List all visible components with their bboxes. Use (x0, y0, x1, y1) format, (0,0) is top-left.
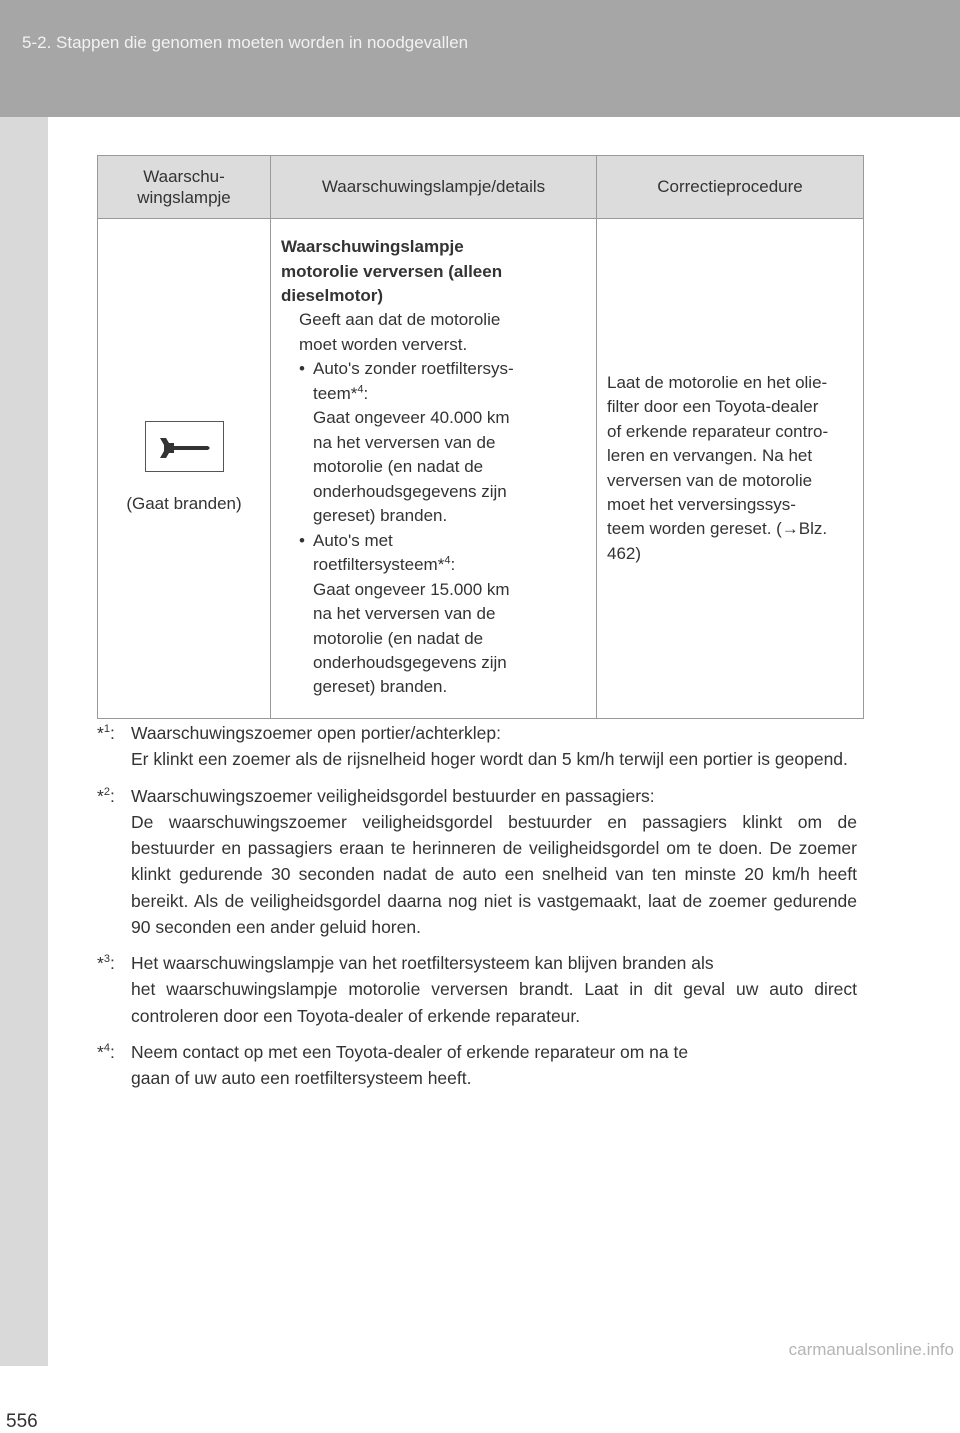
column-header-correction: Correctieprocedure (597, 156, 864, 219)
bullet-marker: • (299, 359, 305, 379)
footnote-body: gaan of uw auto een roetfiltersysteem heeft. (131, 1068, 472, 1088)
correction-line: leren en vervangen. Na het (607, 446, 813, 466)
bullet-text: teem* (313, 383, 358, 403)
column-header-lamp (98, 156, 271, 219)
bullet-with-filter (281, 529, 586, 700)
correction-line: Laat de motorolie en het olie- (607, 372, 828, 392)
footnote-marker: *$^1$: (97, 723, 115, 743)
footnote-heading: Neem contact op met een Toyota-dealer of erkende reparateur om na te (131, 1041, 689, 1062)
bullet-without-filter (281, 357, 586, 528)
footnote-body: De waarschuwingszoemer veiligheidsgordel bestuurder en passagiers klinkt om de bestuurder en passagiers eraan te herinneren de veiligheidsgordel om te doen. De zoemer klinkt gedurende 30 seconden nadat de auto een snelheid van ten minste 20 km/h heeft bereikt. Als de veiligheidsgordel daarna nog niet is vastgemaakt, laat de zoemer gedurende 90 seconden een ander geluid horen. (131, 811, 857, 937)
correction-line: of erkende reparateur contro- (607, 421, 829, 441)
column-header-lamp-line1: Waarschu- (143, 166, 225, 186)
bullet-text: roetfiltersysteem* (313, 555, 445, 575)
bullet-line (299, 553, 586, 577)
warning-table (97, 155, 864, 719)
footnote-1 (97, 720, 857, 773)
watermark: carmanualsonline.info (788, 1340, 954, 1359)
table-header-row (98, 156, 864, 219)
footnote-3 (97, 950, 857, 1029)
lamp-cell (98, 219, 271, 719)
bullet-line: motorolie (en nadat de (313, 628, 484, 648)
correction-line: moet het verversingssys- (607, 494, 796, 514)
table-row (98, 219, 864, 719)
correction-line: filter door een Toyota-dealer (607, 397, 819, 417)
footnote-ref: 4 (444, 554, 451, 567)
footnote-number: 4 (103, 1041, 110, 1054)
page-header (0, 0, 960, 117)
bullet-colon: : (450, 555, 456, 575)
bullet-line: gereset) branden. (313, 506, 448, 526)
bullet-marker: • (299, 530, 305, 550)
footnote-marker: *$^4$: (97, 1041, 115, 1062)
bullet-line: Auto's met (313, 530, 393, 550)
footnote-heading: Waarschuwingszoemer veiligheidsgordel bestuurder en passagiers: (131, 785, 655, 806)
lamp-state-label: (Gaat branden) (126, 493, 242, 513)
footnote-4 (97, 1039, 857, 1092)
footnote-star: * (97, 1041, 104, 1062)
correction-cell (597, 219, 864, 719)
footnote-heading: Het waarschuwingslampje van het roetfiltersysteem kan blijven branden als (131, 953, 714, 973)
footnote-number: 3 (103, 953, 110, 966)
details-title (281, 235, 586, 308)
footnote-star: * (97, 723, 104, 743)
column-header-details: Waarschuwingslampje/details (271, 156, 597, 219)
correction-line: 462) (607, 543, 642, 563)
footnote-heading: Waarschuwingszoemer open portier/achterklep: (131, 723, 501, 743)
details-title-line1: Waarschuwingslampje (281, 237, 464, 257)
footnote-2 (97, 783, 857, 941)
bullet-line: onderhoudsgegevens zijn (313, 653, 507, 673)
footnote-marker: *$^2$: (97, 785, 115, 806)
bullet-line: onderhoudsgegevens zijn (313, 481, 507, 501)
correction-line: teem worden gereset. (→Blz. (607, 519, 828, 539)
bullet-line: Gaat ongeveer 15.000 km (313, 579, 510, 599)
footnote-body: het waarschuwingslampje motorolie verversen brandt. Laat in dit geval uw auto direct controleren door een Toyota-dealer of erkende reparateur. (131, 979, 857, 1026)
correction-line: verversen van de motorolie (607, 470, 813, 490)
footnote-marker: *$^3$: (97, 953, 115, 973)
details-cell (271, 219, 597, 719)
page-number: 556 (6, 1411, 38, 1432)
column-header-lamp-line2: wingslampje (137, 188, 231, 207)
left-margin-bar (0, 117, 48, 1432)
bullet-line: gereset) branden. (313, 677, 448, 697)
bullet-line: Gaat ongeveer 40.000 km (313, 408, 510, 428)
details-desc-line2: moet worden ververst. (299, 334, 468, 354)
wrench-icon (156, 432, 213, 462)
footnote-body: Er klinkt een zoemer als de rijsnelheid hoger wordt dan 5 km/h terwijl een portier is geopend. (131, 749, 848, 770)
footnotes (97, 720, 857, 1101)
warning-lamp-box (145, 421, 224, 472)
details-desc-line1: Geeft aan dat de motorolie (299, 310, 501, 330)
bullet-line: na het verversen van de (313, 604, 496, 624)
footnote-star: * (97, 953, 104, 973)
details-title-line2: motorolie verversen (alleen (281, 261, 503, 281)
footnote-ref: 4 (357, 383, 364, 396)
details-title-line3: dieselmotor) (281, 285, 384, 305)
footnote-star: * (97, 785, 104, 806)
footnote-number: 2 (103, 785, 110, 798)
footnote-number: 1 (103, 723, 110, 736)
bullet-line: Auto's zonder roetfiltersys- (313, 359, 514, 379)
bullet-line: na het verversen van de (313, 432, 496, 452)
bullet-line (299, 382, 586, 406)
bullet-line: motorolie (en nadat de (313, 457, 484, 477)
bullet-colon: : (363, 383, 369, 403)
section-title: 5-2. Stappen die genomen moeten worden in noodgevallen (22, 33, 469, 52)
